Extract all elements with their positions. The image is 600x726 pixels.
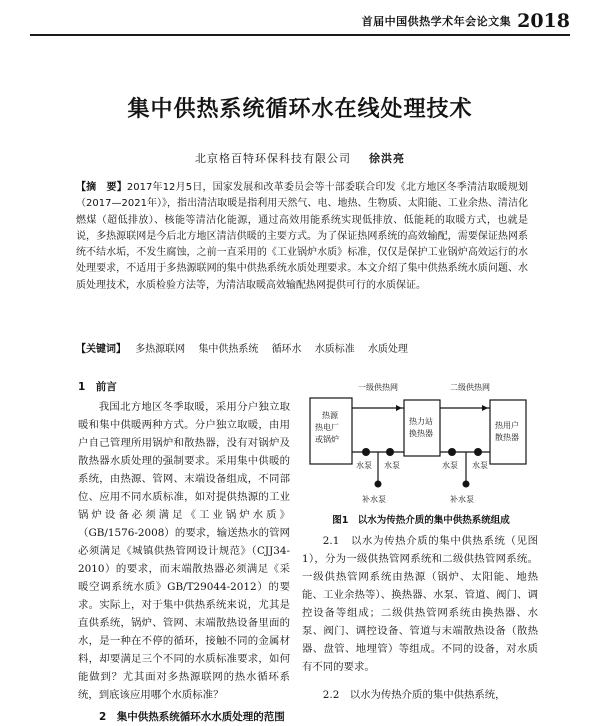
makeup-pump-icon bbox=[375, 481, 382, 488]
pump-icon bbox=[448, 448, 456, 456]
proceedings-year: 2018 bbox=[517, 10, 570, 32]
keyword: 水质处理 bbox=[367, 344, 408, 355]
arrow-icon bbox=[482, 405, 488, 411]
keyword: 多热源联网 bbox=[135, 344, 186, 355]
author-line bbox=[0, 150, 600, 166]
author-name: 徐洪亮 bbox=[369, 152, 405, 165]
user-box bbox=[490, 400, 526, 464]
keyword: 集中供热系统 bbox=[198, 344, 259, 355]
pump-label: 水泵 bbox=[472, 461, 488, 470]
exchanger-label: 热力站 bbox=[409, 417, 433, 426]
pump-label: 水泵 bbox=[356, 461, 372, 470]
body-paragraph: 2.2 以水为传热介质的集中供热系统， bbox=[322, 689, 506, 701]
paper-title: 集中供热系统循环水在线处理技术 bbox=[127, 96, 473, 122]
keywords-label: 【关键词】 bbox=[76, 344, 126, 355]
right-column bbox=[302, 532, 538, 704]
section-heading: 2 集中供热系统循环水水质处理的范围 bbox=[99, 711, 285, 723]
running-header bbox=[30, 8, 570, 36]
source-label: 热源 bbox=[322, 411, 338, 420]
left-column bbox=[78, 378, 290, 726]
user-label: 散热器 bbox=[495, 433, 519, 442]
system-diagram bbox=[300, 376, 536, 512]
makeup-pump-label: 补水泵 bbox=[450, 495, 474, 504]
exchanger-box bbox=[404, 400, 440, 456]
keywords bbox=[76, 342, 528, 358]
pump-icon bbox=[362, 448, 370, 456]
diagram-svg bbox=[300, 376, 536, 512]
affiliation: 北京格百特环保科技有限公司 bbox=[195, 152, 351, 165]
section-heading: 1 前言 bbox=[78, 381, 117, 393]
abstract-label: 【摘 要】 bbox=[76, 182, 127, 193]
makeup-pump-icon bbox=[463, 481, 470, 488]
secondary-net-label: 二级供热网 bbox=[450, 383, 490, 392]
figure-caption: 图1 以水为传热介质的集中供热系统组成 bbox=[332, 515, 510, 526]
pump-label: 水泵 bbox=[384, 461, 400, 470]
source-label: 热电厂 bbox=[315, 423, 339, 432]
body-paragraph: 2.1 以水为传热介质的集中供热系统（见图1），分为一级供热管网系统和二级供热管网系统。一级供热管网系统由热源（锅炉、太阳能、地热能、工业余热等）、换热器、水泵、管道、阀门、调控设备等组成；二级供热管网系统由换热器、水泵、阀门、调控设备、管道与末端散热设备（散热器、盘管、地埋管）等组成。不同的设备，对水质有不同的要求。 bbox=[302, 535, 538, 673]
body-paragraph: 我国北方地区冬季取暖，采用分户独立取暖和集中供暖两种方式。分户独立取暖，由用户自己管理所用锅炉和散热器，没有对锅炉及散热器水质处理的强制要求。采用集中供暖的系统，由热源、管网、末端设备组成，不同部位、应用不同水质标准，如对提供热源的工业锅炉设备必须满足《工业锅炉水质》（GB/1576-2008）的要求，输送热水的管网必须满足《城镇供热管网设计规范》（CJJ34-2010）的要求，而末端散热器必须满足《采暖空调系统水质》GB/T29044-2012）的要求。实际上，对于集中供热系统来说，尤其是直供系统，锅炉、管网、末端散热设备里面的水，是一种在不停的循环，接触不同的金属材料，却要满足三个不同的水质标准要求，如何能做到？尤其面对多热源联网的热水循环系统，到底该应用哪个水质标准？ bbox=[78, 401, 290, 701]
abstract-text: 2017年12月5日，国家发展和改革委员会等十部委联合印发《北方地区冬季清洁取暖规划（2017—2021年）》，指出清洁取暖是指利用天然气、电、地热、生物质、太阳能、工业余热、清洁化燃煤（超低排放）、核能等清洁化能源，通过高效用能系统实现低排放、低能耗的取暖方式，也就是说，多热源联网是今后北方地区清洁供暖的主要方式。为了保证热网系统的高效输配，需要保证热网系统不结水垢，不发生腐蚀，之前一直采用的《工业锅炉水质》标准，仅仅是保护工业锅炉高效运行的水处理要求，不适用于多热源联网的集中供热系统水质处理要求。本文介绍了集中供热系统水质问题、水质处理技术，水质检验方法等，为清洁取暖高效输配热网提供可行的水质保证。 bbox=[76, 182, 528, 291]
pump-icon bbox=[474, 448, 482, 456]
user-label: 热用户 bbox=[495, 421, 519, 430]
pump-label: 水泵 bbox=[442, 461, 458, 470]
primary-net-label: 一级供热网 bbox=[358, 383, 398, 392]
makeup-pump-label: 补水泵 bbox=[362, 495, 386, 504]
exchanger-label: 换热器 bbox=[409, 429, 433, 438]
pump-icon bbox=[386, 448, 394, 456]
source-label: 或锅炉 bbox=[315, 435, 339, 444]
arrow-icon bbox=[396, 405, 402, 411]
abstract bbox=[76, 180, 528, 294]
proceedings-title: 首届中国供热学术年会论文集 bbox=[361, 15, 512, 28]
keyword: 循环水 bbox=[271, 344, 302, 355]
keyword: 水质标准 bbox=[314, 344, 355, 355]
